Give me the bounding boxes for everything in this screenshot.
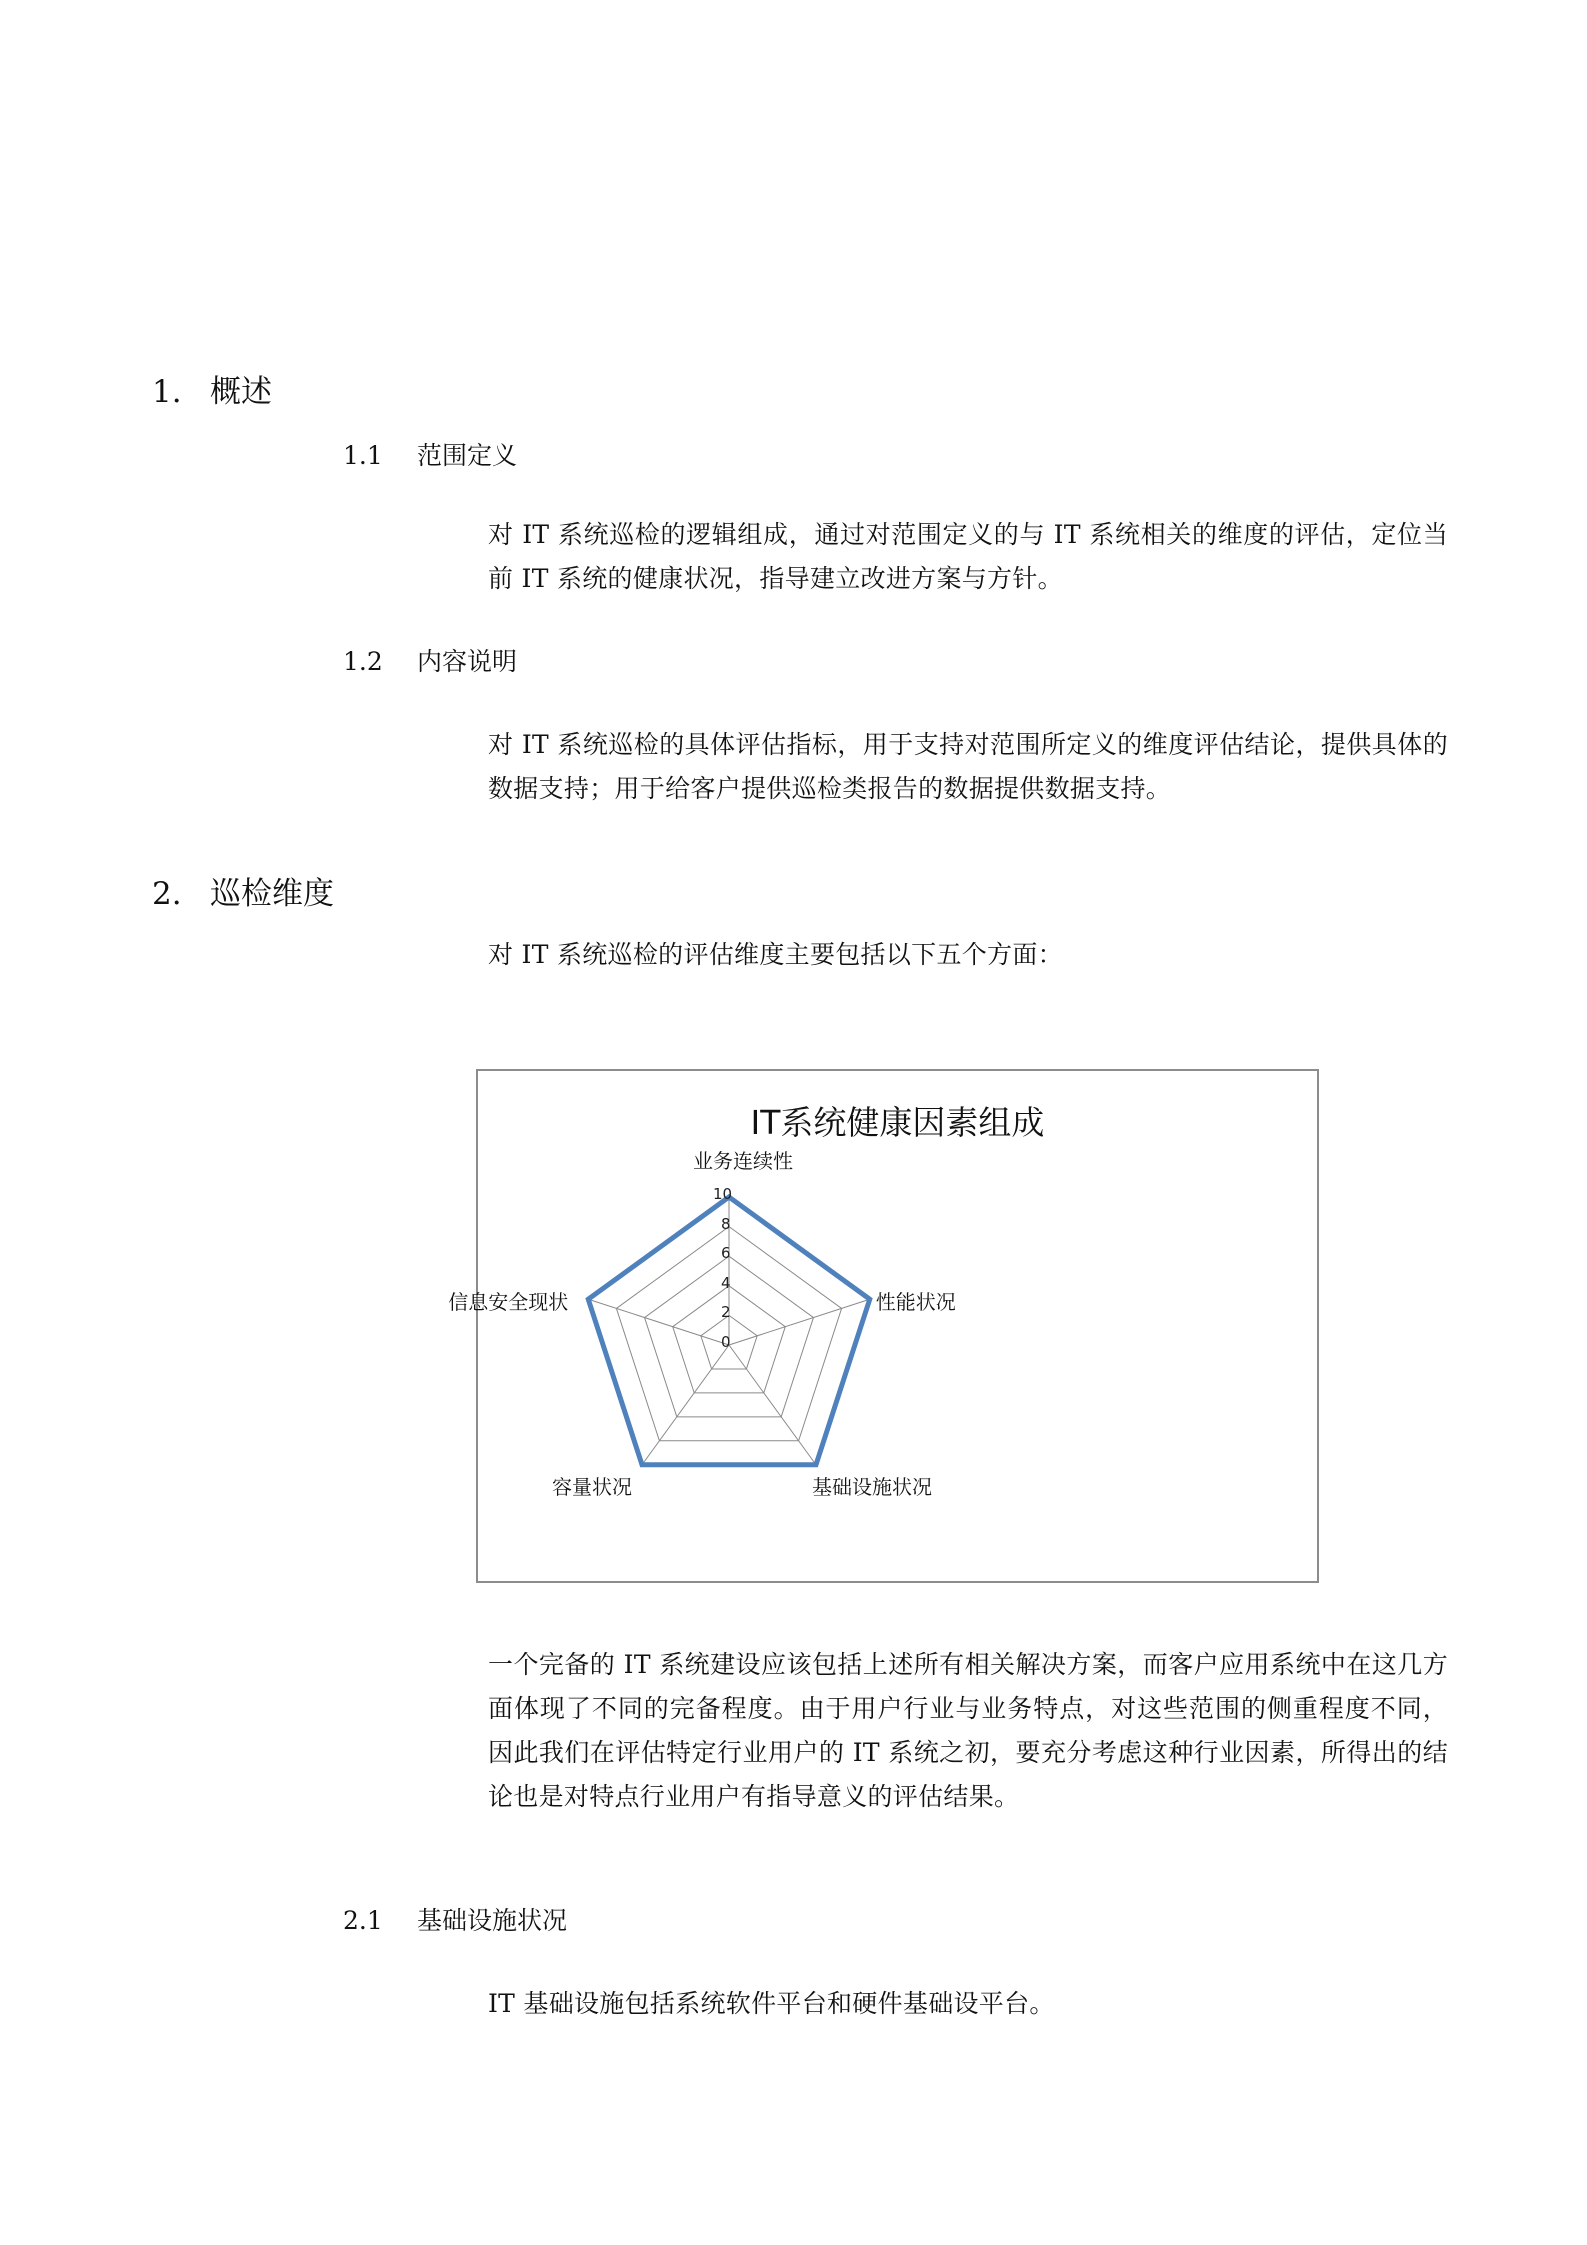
paragraph-content: 对 IT 系统巡检的具体评估指标，用于支持对范围所定义的维度评估结论，提供具体的数据支持；用于给客户提供巡检类报告的数据提供数据支持。 bbox=[488, 730, 1448, 803]
tick-label: 0 bbox=[721, 1333, 731, 1351]
tick-label: 4 bbox=[721, 1273, 731, 1292]
category-label: 信息安全现状 bbox=[448, 1290, 569, 1315]
tick-label: 2 bbox=[721, 1303, 731, 1322]
axis-spoke bbox=[642, 1345, 729, 1465]
radar-plot bbox=[478, 1071, 1321, 1585]
section-title: 概述 bbox=[210, 374, 272, 410]
category-label: 容量状况 bbox=[552, 1474, 632, 1499]
category-label: 业务连续性 bbox=[693, 1149, 793, 1173]
tick-label: 8 bbox=[721, 1214, 731, 1233]
tick-label: 6 bbox=[721, 1244, 731, 1263]
section-title: 基础设施状况 bbox=[417, 1906, 568, 1935]
category-label: 性能状况 bbox=[875, 1290, 956, 1315]
section-number: 2.1 bbox=[343, 1906, 383, 1935]
radar-chart bbox=[448, 1069, 1319, 1583]
axis-spoke bbox=[729, 1345, 816, 1465]
section-heading-1-1 bbox=[343, 436, 517, 472]
section-heading-1 bbox=[152, 366, 272, 411]
section-heading-2 bbox=[152, 868, 334, 913]
section-title: 范围定义 bbox=[417, 441, 518, 470]
axis-spoke bbox=[729, 1299, 870, 1345]
paragraph-infrastructure: IT 基础设施包括系统软件平台和硬件基础设平台。 bbox=[488, 1989, 1055, 2018]
paragraph-scope: 对 IT 系统巡检的逻辑组成，通过对范围定义的与 IT 系统相关的维度的评估，定位当前 IT 系统的健康状况，指导建立改进方案与方针。 bbox=[488, 520, 1448, 593]
tick-label: 10 bbox=[713, 1185, 733, 1203]
paragraph-completeness: 一个完备的 IT 系统建设应该包括上述所有相关解决方案，而客户应用系统中在这几方面体现了不同的完备程度。由于用户行业与业务特点，对这些范围的侧重程度不同，因此我们在评估特定行业用户的 IT 系统之初，要充分考虑这种行业因素，所得出的结论也是对特点行业用户有指导意义的评估结果。 bbox=[488, 1650, 1448, 1811]
section-number: 1.2 bbox=[343, 647, 383, 676]
section-number: 2. bbox=[152, 876, 182, 912]
section-number: 1.1 bbox=[343, 441, 383, 470]
section-number: 1. bbox=[152, 374, 182, 410]
section-heading-2-1 bbox=[343, 1901, 567, 1937]
category-label: 基础设施状况 bbox=[811, 1474, 932, 1499]
section-title: 巡检维度 bbox=[210, 876, 334, 912]
section-heading-1-2 bbox=[343, 642, 517, 678]
chart-title: IT系统健康因素组成 bbox=[750, 1103, 1045, 1142]
paragraph-dimensions-intro: 对 IT 系统巡检的评估维度主要包括以下五个方面： bbox=[488, 940, 1063, 969]
section-title: 内容说明 bbox=[417, 647, 518, 676]
axis-spoke bbox=[588, 1299, 729, 1345]
